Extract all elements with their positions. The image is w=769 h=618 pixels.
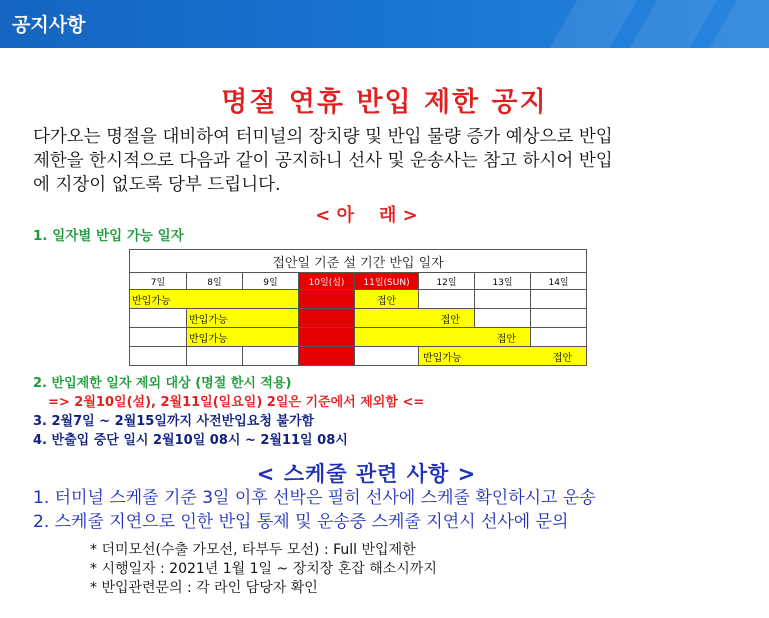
intro-line: 제한을 한시적으로 다음과 같이 공지하니 선사 및 운송사는 참고 하시어 반입 <box>33 151 613 171</box>
day-cell: 9일 <box>243 273 299 290</box>
note-4: 4. 반출입 중단 일시 2월10일 08시 ~ 2월11일 08시 <box>33 433 348 448</box>
blocked-cell <box>299 309 355 328</box>
table-row <box>130 328 587 347</box>
day-cell-holiday: 10일(설) <box>299 273 355 290</box>
berth-cell <box>355 309 475 328</box>
day-cell: 7일 <box>130 273 187 290</box>
intro-line: 다가오는 명절을 대비하여 터미널의 장치량 및 반입 물량 증가 예상으로 반입 <box>33 127 613 147</box>
berth-cell: 접안 <box>355 290 419 309</box>
schedule-item: 2. 스케줄 지연으로 인한 반입 통제 및 운송중 스케줄 지연시 선사에 문의 <box>33 512 569 532</box>
empty-cell <box>419 290 475 309</box>
day-cell: 12일 <box>419 273 475 290</box>
blocked-cell <box>299 328 355 347</box>
table-title: 접안일 기준 설 기간 반입 일자 <box>130 250 587 273</box>
empty-cell <box>130 328 187 347</box>
notes-block <box>33 374 424 450</box>
day-cell: 13일 <box>475 273 531 290</box>
allow-cell: 반입가능 <box>130 290 299 309</box>
table-header-row <box>130 273 587 290</box>
footnote: * 반입관련문의 : 각 라인 담당자 확인 <box>90 580 318 596</box>
table-row <box>130 290 587 309</box>
berth-label: 접안 <box>496 333 516 345</box>
intro-line: 에 지장이 없도록 당부 드립니다. <box>33 175 281 195</box>
empty-cell <box>187 347 243 366</box>
schedule-items <box>33 486 596 534</box>
berth-label: 접안 <box>552 353 573 364</box>
note-2: 2. 반입제한 일자 제외 대상 (명절 한시 적용) <box>33 376 292 391</box>
empty-cell <box>531 328 587 347</box>
notice-title: 명절 연휴 반입 제한 공지 <box>221 87 548 118</box>
empty-cell <box>130 347 187 366</box>
schedule-heading: < 스케줄 관련 사항 > <box>256 462 477 486</box>
day-cell: 14일 <box>531 273 587 290</box>
berth-cell <box>355 328 531 347</box>
schedule-table <box>129 249 587 366</box>
header-bar <box>0 0 769 48</box>
empty-cell <box>475 309 531 328</box>
header-title: 공지사항 <box>12 14 86 36</box>
day-cell-holiday: 11일(SUN) <box>355 273 419 290</box>
blocked-cell <box>299 290 355 309</box>
section1-label: 1. 일자별 반입 가능 일자 <box>33 228 184 244</box>
schedule-item: 1. 터미널 스케줄 기준 3일 이후 선박은 필히 선사에 스케줄 확인하시고 운송 <box>33 488 596 508</box>
footnote: * 더미모선(수출 가모선, 타부두 모선) : Full 반입제한 <box>90 542 416 558</box>
empty-cell <box>355 347 419 366</box>
allow-cell: 반입가능 <box>187 328 299 347</box>
blocked-cell <box>299 347 355 366</box>
empty-cell <box>475 290 531 309</box>
day-cell: 8일 <box>187 273 243 290</box>
section-heading-ah: < 아 래 > <box>315 205 418 226</box>
allow-label: 반입가능 <box>423 353 462 364</box>
berth-label: 접안 <box>440 314 460 326</box>
footnotes <box>90 541 437 598</box>
empty-cell <box>531 290 587 309</box>
note-2-detail: => 2월10일(설), 2월11일(일요일) 2일은 기준에서 제외함 <= <box>48 395 425 410</box>
footnote: * 시행일자 : 2021년 1월 1일 ~ 장치장 혼잡 해소시까지 <box>90 561 437 577</box>
note-3: 3. 2월7일 ~ 2월15일까지 사전반입요청 불가함 <box>33 414 315 429</box>
table-row <box>130 347 587 366</box>
empty-cell <box>130 309 187 328</box>
table-row <box>130 309 587 328</box>
intro-paragraph <box>33 125 733 197</box>
empty-cell <box>531 309 587 328</box>
allow-cell: 반입가능 <box>187 309 299 328</box>
empty-cell <box>243 347 299 366</box>
allow-berth-cell <box>419 347 587 366</box>
